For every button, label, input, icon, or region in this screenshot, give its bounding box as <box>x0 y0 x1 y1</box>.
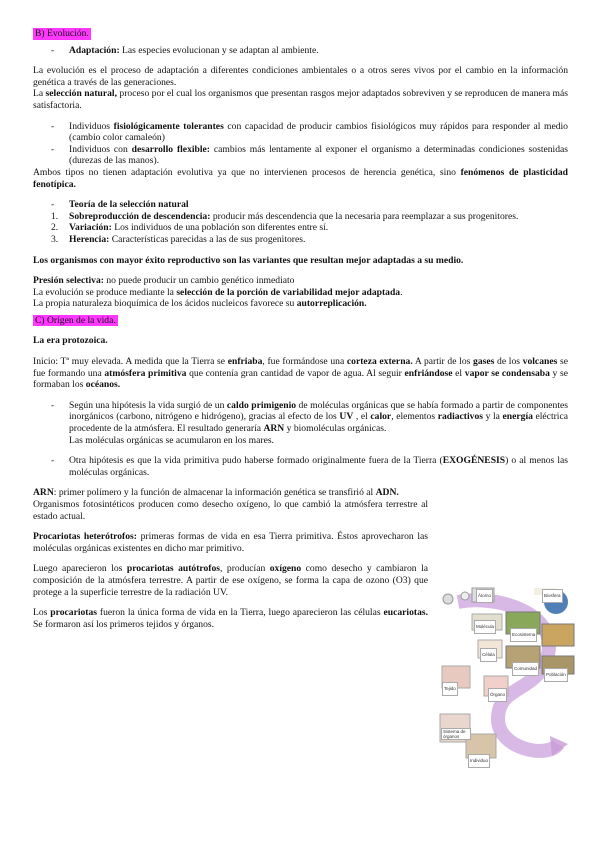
text-run: y la <box>483 411 503 423</box>
text-run: Otra hipótesis es que la vida primitiva pudo haberse formado originalmente fuera de la Tierra ( <box>69 455 443 467</box>
text-run: : primer polímero y la función de almacenar la información genética se transfirió al <box>53 487 376 499</box>
text-run: , el <box>353 411 371 423</box>
text-run: se fue formando una <box>33 356 569 379</box>
bold-term: caldo primigenio <box>226 399 297 411</box>
text-run: y se formaban los <box>33 367 568 391</box>
label-comunidad: Comunidad <box>512 662 539 676</box>
bold-term: eucariotas. <box>383 607 428 619</box>
text-run: como desecho y cambiaron la composición de la atmósfera terrestre. A partir de ese oxígeno, se forma la capa de ozono (O3) que protege a la superficie terrestre de la radiación UV. <box>33 563 428 598</box>
bold-term: enfriándose <box>404 367 453 379</box>
bullet-teoria: - Teoría de la selección natural <box>51 199 189 211</box>
label-sistema-de-organos: Sistema de órganos <box>441 728 471 740</box>
bold-term: oxígeno <box>269 563 302 575</box>
label-organo: Órgano <box>488 688 507 702</box>
paragraph-procariotas-unica <box>33 607 428 630</box>
bold-term: procariotas <box>50 607 98 619</box>
paragraph-fotosinteticos: Organismos fotosintéticos producen como desecho oxígeno, lo que cambió la atmósfera terrestre al estado actual. <box>33 499 428 522</box>
bold-term: vapor se condensaba <box>464 367 550 379</box>
text-run: Los <box>33 607 51 619</box>
label-atomo: Átomo <box>476 589 493 603</box>
bold-term: ADN. <box>375 487 399 499</box>
bullet-caldo-primigenio: - Según una hipótesis la vida surgió de un caldo primigenio de moléculas orgánicas que se había formado a partir de componentes inorgánicos (carbono, nitrógeno e hidrógeno), gracias al efecto de los UV , el calor, elementos radiactivos y la energía eléctrica procedente de la atmósfera. El resultado generaría ARN y biomoléculas orgánicas. Las moléculas orgánicas se acumularon en los mares. <box>51 399 568 446</box>
section-c-heading: C) Origen de la vida. <box>35 314 116 326</box>
bullet-fisiologicamente: - Individuos fisiológicamente tolerantes con capacidad de producir cambios fisiológicos muy rápidos para responder al medio (cambio color camaleón) <box>51 120 568 144</box>
label-biosfera: Biosfera <box>542 589 563 603</box>
bold-term: procariotas autótrofos <box>126 563 221 575</box>
section-b-heading: B) Evolución. <box>35 28 89 39</box>
label-individuo: Individuo <box>468 754 490 768</box>
bold-term: UV <box>339 411 354 423</box>
numbered-item-3: 3. Herencia: Características parecidas a las de sus progenitores. <box>51 233 306 245</box>
text-run: de los <box>494 356 523 368</box>
text-run: Luego aparecieron los <box>33 563 127 575</box>
text-run: de moléculas orgánicas que se había formado a partir de componentes inorgánicos (carbono, nitrógeno e hidrógeno), gracias al efecto de los <box>69 399 568 423</box>
paragraph-procariotas-heterotrofos <box>33 531 428 554</box>
bold-term: ARN <box>263 423 285 435</box>
bold-term: volcanes <box>522 356 558 368</box>
text-run: , elementos <box>391 411 438 423</box>
document-page <box>33 28 568 630</box>
text-run: , producían <box>220 563 270 575</box>
atom-icon <box>443 594 453 604</box>
bullet-adaptacion: - Adaptación: Las especies evolucionan y se adaptan al ambiente. <box>51 44 319 56</box>
text-run: Se formaron así los primeros tejidos y órganos. <box>33 618 215 630</box>
text-run: que contenía gran cantidad de vapor de agua. Al seguir <box>186 367 405 379</box>
paragraph-autorreplicacion: La propia naturaleza bioquímica de los ácidos nucleicos favorece su autorreplicación. <box>33 298 367 310</box>
bold-term: océanos. <box>85 379 121 391</box>
paragraph-arn <box>33 487 428 499</box>
paragraph-presion: Presión selectiva: no puede producir un cambio genético inmediato <box>33 275 295 287</box>
text-run: , fue formándose una <box>262 356 347 368</box>
paragraph-evolucion-produce: La evolución se produce mediante la selección de la porción de variabilidad mejor adaptada. <box>33 286 403 298</box>
numbered-item-2: 2. Variación: Los individuos de una población son diferentes entre sí. <box>51 222 329 234</box>
text-run: y biomoléculas orgánicas. <box>284 423 387 435</box>
bold-term: corteza externa. <box>346 356 413 368</box>
bold-statement: Los organismos con mayor éxito reproductivo son las variantes que resultan mejor adaptadas a su medio. <box>33 254 464 266</box>
label-celula: Célula <box>480 648 497 662</box>
text-run: Inicio: Tª muy elevada. A medida que la Tierra se <box>33 356 228 368</box>
bold-term: ARN <box>33 487 54 499</box>
era-protozoica-heading: La era protozoica. <box>33 335 108 347</box>
label-ecosistema: Ecosistema <box>510 628 537 642</box>
bold-term: EXOGÉNESIS <box>442 455 506 467</box>
label-poblacion: Población <box>544 668 568 682</box>
organization-levels-figure <box>438 584 580 772</box>
text-run: Según una hipótesis la vida surgió de un <box>69 399 227 411</box>
text-run: fueron la única forma de vida en la Tierra, luego aparecieron las células <box>97 607 384 619</box>
text-run: el <box>452 367 465 379</box>
bullet-desarrollo: - Individuos con desarrollo flexible: cambios más lentamente al exponer el organismo a determinadas condiciones sostenidas (durezas de las manos). <box>51 143 568 167</box>
numbered-item-1: 1. Sobreproducción de descendencia: producir más descendencia que la necesaria para reemplazar a sus progenitores. <box>51 210 519 222</box>
bullet-exogenesis: - Otra hipótesis es que la vida primitiva pudo haberse formado originalmente fuera de la Tierra (EXOGÉNESIS) o al menos las moléculas orgánicas. <box>51 455 569 478</box>
text-run: A partir de los <box>412 356 474 368</box>
label-molecula: Molécula <box>474 620 496 634</box>
paragraph-procariotas-autotrofos <box>33 563 428 598</box>
label-tejido: Tejido <box>442 682 458 696</box>
paragraph-inicio <box>33 356 568 391</box>
text-run: ) o al menos las moléculas orgánicas. <box>69 455 569 478</box>
bold-term: gases <box>473 356 495 368</box>
paragraph-seleccion: La selección natural, proceso por el cual los organismos que presentan rasgos mejor adaptados sobreviven y se reproducen de manera más satisfactoria. <box>33 88 568 111</box>
bold-term: atmósfera primitiva <box>104 367 187 379</box>
text-run: eléctrica procedente de la atmósfera. El resultado generaría <box>69 411 568 435</box>
bold-term: enfriaba <box>227 356 263 368</box>
paragraph-evolucion: La evolución es el proceso de adaptación a diferentes condiciones ambientales o a otros seres vivos por el cambio en la información genética a través de las generaciones. <box>33 65 568 88</box>
bold-term: energía <box>502 411 533 423</box>
bold-term: Procariotas heterótrofos: <box>33 531 137 543</box>
bold-term: calor <box>370 411 392 423</box>
bold-term: radiactivos <box>437 411 483 423</box>
text-run: primeras formas de vida en esa Tierra primitiva. Éstos aprovecharon las moléculas orgánicas existentes en dicho mar primitivo. <box>33 531 428 554</box>
paragraph-plasticidad: Ambos tipos no tienen adaptación evolutiva ya que no intervienen procesos de herencia genética, sino fenómenos de plasticidad fenotípica. <box>33 166 568 190</box>
